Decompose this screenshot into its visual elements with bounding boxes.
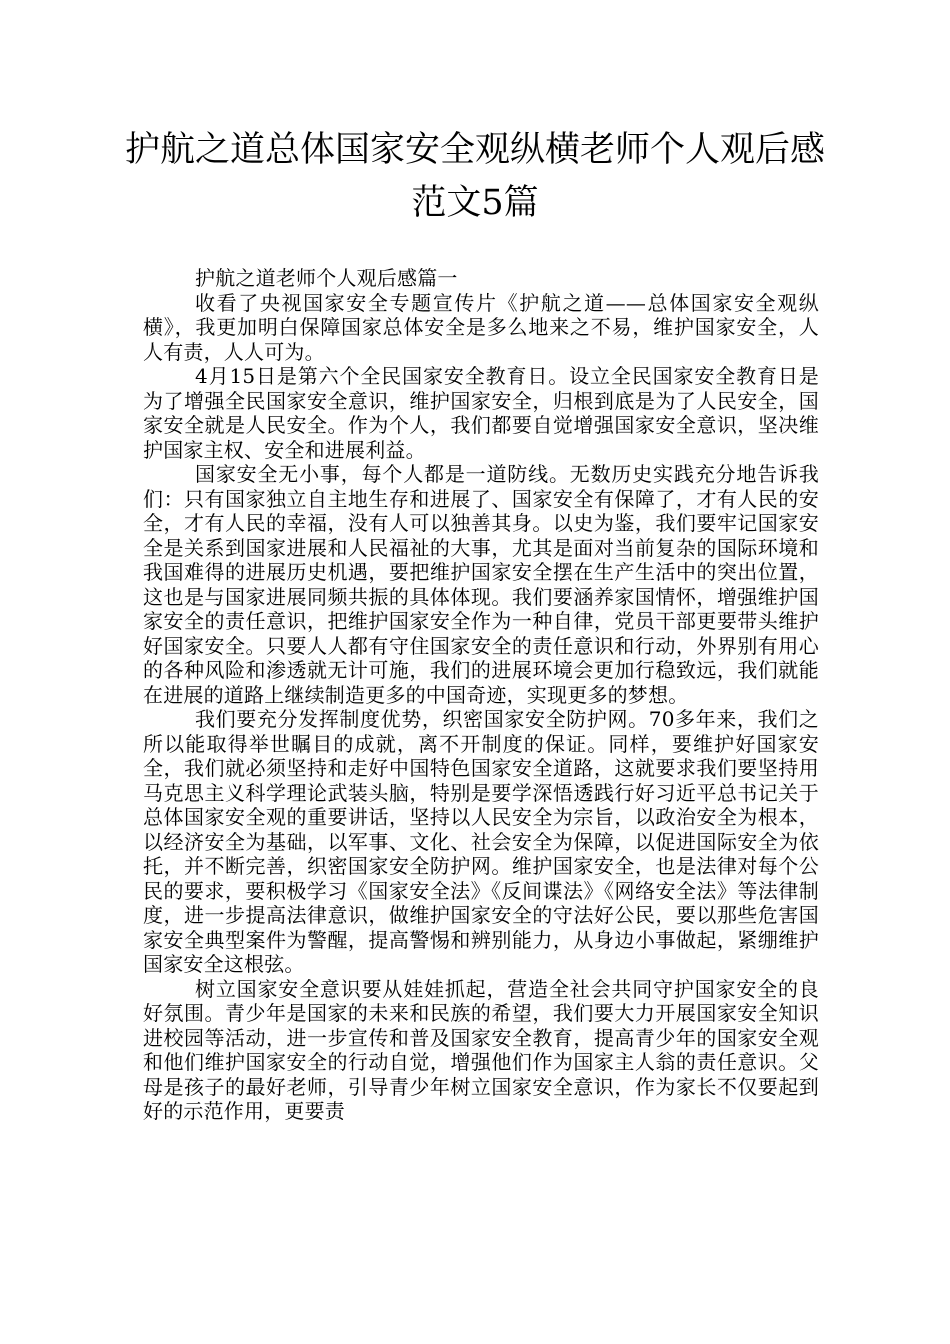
paragraph: 4月15日是第六个全民国家安全教育日。设立全民国家安全教育日是为了增强全民国家安全意识，维护国家安全，归根到底是为了人民安全，国家安全就是人民安全。作为个人，我们都要自觉增强国家安全意识，坚决维护国家主权、安全和进展利益。 <box>143 364 819 462</box>
document-title: 护航之道总体国家安全观纵横老师个人观后感范文5篇 <box>124 130 825 223</box>
paragraph: 收看了央视国家安全专题宣传片《护航之道——总体国家安全观纵横》，我更加明白保障国家总体安全是多么地来之不易，维护国家安全，人人有责，人人可为。 <box>143 290 819 364</box>
paragraph: 树立国家安全意识要从娃娃抓起，营造全社会共同守护国家安全的良好氛围。青少年是国家的未来和民族的希望，我们要大力开展国家安全知识进校园等活动，进一步宣传和普及国家安全教育，提高青少年的国家安全观和他们维护国家安全的行动自觉，增强他们作为国家主人翁的责任意识。父母是孩子的最好老师，引导青少年树立国家安全意识，作为家长不仅要起到好的示范作用，更要责 <box>143 976 819 1123</box>
paragraph: 国家安全无小事，每个人都是一道防线。无数历史实践充分地告诉我们：只有国家独立自主地生存和进展了、国家安全有保障了，才有人民的安全，才有人民的幸福，没有人可以独善其身。以史为鉴，我们要牢记国家安全是关系到国家进展和人民福祉的大事，尤其是面对当前复杂的国际环境和我国难得的进展历史机遇，要把维护国家安全摆在生产生活中的突出位置，这也是与国家进展同频共振的具体体现。我们要涵养家国情怀，增强维护国家安全的责任意识，把维护国家安全作为一种自律，党员干部更要带头维护好国家安全。只要人人都有守住国家安全的责任意识和行动，外界别有用心的各种风险和渗透就无计可施，我们的进展环境会更加行稳致远，我们就能在进展的道路上继续制造更多的中国奇迹，实现更多的梦想。 <box>143 462 819 707</box>
paragraph: 我们要充分发挥制度优势，织密国家安全防护网。70多年来，我们之所以能取得举世瞩目的成就，离不开制度的保证。同样，要维护好国家安全，我们就必须坚持和走好中国特色国家安全道路，这就要求我们要坚持用马克思主义科学理论武装头脑，特别是要学深悟透践行好习近平总书记关于总体国家安全观的重要讲话，坚持以人民安全为宗旨，以政治安全为根本，以经济安全为基础，以军事、文化、社会安全为保障，以促进国际安全为依托，并不断完善，织密国家安全防护网。维护国家安全，也是法律对每个公民的要求，要积极学习《国家安全法》《反间谍法》《网络安全法》等法律制度，进一步提高法律意识，做维护国家安全的守法好公民，要以那些危害国家安全典型案件为警醒，提高警惕和辨别能力，从身边小事做起，紧绷维护国家安全这根弦。 <box>143 707 819 976</box>
section-heading: 护航之道老师个人观后感篇一 <box>195 266 458 290</box>
document-body <box>143 266 819 1124</box>
